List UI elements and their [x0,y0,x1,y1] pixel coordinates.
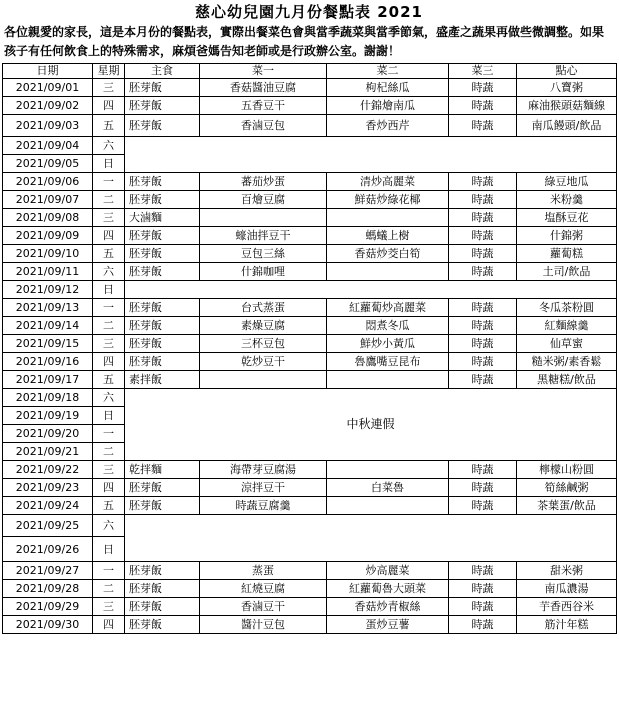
weekday-cell: 一 [93,425,125,443]
snack-cell: 甜米粥 [517,562,617,580]
date-cell: 2021/09/14 [3,317,93,335]
dish2-cell: 螞蟻上樹 [327,227,449,245]
snack-cell: 綠豆地瓜 [517,173,617,191]
main-dish-cell: 胚芽飯 [125,227,200,245]
date-cell: 2021/09/25 [3,515,93,537]
dish1-cell: 蒸蛋 [200,562,327,580]
weekday-cell: 五 [93,497,125,515]
weekday-cell: 六 [93,515,125,537]
dish1-cell: 豆包三絲 [200,245,327,263]
date-cell: 2021/09/19 [3,407,93,425]
main-dish-cell: 胚芽飯 [125,79,200,97]
menu-row [3,580,617,598]
dish2-cell: 香炒西芹 [327,115,449,137]
dish3-cell: 時蔬 [449,263,517,281]
weekday-cell: 一 [93,299,125,317]
menu-row [3,317,617,335]
weekday-cell: 四 [93,616,125,634]
weekday-cell: 三 [93,209,125,227]
dish2-cell: 白菜魯 [327,479,449,497]
main-dish-cell: 胚芽飯 [125,245,200,263]
col-main-header: 主食 [125,64,200,79]
snack-cell: 仙草蜜 [517,335,617,353]
date-cell: 2021/09/07 [3,191,93,209]
date-cell: 2021/09/03 [3,115,93,137]
snack-cell: 檸檬山粉圓 [517,461,617,479]
date-cell: 2021/09/20 [3,425,93,443]
dish2-cell: 清炒高麗菜 [327,173,449,191]
main-dish-cell: 大滷麵 [125,209,200,227]
main-dish-cell: 胚芽飯 [125,299,200,317]
menu-row [3,335,617,353]
parent-notice: 各位親愛的家長，這是本月份的餐點表，實際出餐菜色會與當季蔬菜與當季節氣，盛產之蔬果再做些微調整。如果孩子有任何飲食上的特殊需求，麻煩爸媽告知老師或是行政辦公室。謝謝！ [4,25,605,58]
holiday-cell: 中秋連假 [125,389,617,461]
dish1-cell: 海帶芽豆腐湯 [200,461,327,479]
dish3-cell: 時蔬 [449,598,517,616]
dish2-cell [327,461,449,479]
dish2-cell: 鮮炒小黃瓜 [327,335,449,353]
dish1-cell [200,371,327,389]
page-title: 慈心幼兒園九月份餐點表 2021 [195,3,423,21]
dish1-cell: 乾炒豆干 [200,353,327,371]
menu-row [3,461,617,479]
date-cell: 2021/09/06 [3,173,93,191]
date-cell: 2021/09/26 [3,537,93,562]
date-cell: 2021/09/11 [3,263,93,281]
weekday-cell: 四 [93,227,125,245]
dish3-cell: 時蔬 [449,79,517,97]
menu-row [3,281,617,299]
main-dish-cell: 胚芽飯 [125,115,200,137]
snack-cell: 米粉羹 [517,191,617,209]
menu-row [3,299,617,317]
main-dish-cell: 胚芽飯 [125,562,200,580]
dish2-cell: 蛋炒豆薯 [327,616,449,634]
dish1-cell: 百燴豆腐 [200,191,327,209]
weekday-cell: 日 [93,281,125,299]
dish1-cell: 素燥豆腐 [200,317,327,335]
weekday-cell: 日 [93,155,125,173]
menu-row [3,191,617,209]
date-cell: 2021/09/28 [3,580,93,598]
main-dish-cell: 胚芽飯 [125,97,200,115]
date-cell: 2021/09/23 [3,479,93,497]
col-dish3-header: 菜三 [449,64,517,79]
menu-row [3,353,617,371]
dish1-cell: 紅燒豆腐 [200,580,327,598]
main-dish-cell: 胚芽飯 [125,580,200,598]
menu-row [3,245,617,263]
date-cell: 2021/09/09 [3,227,93,245]
snack-cell: 冬瓜茶粉圓 [517,299,617,317]
menu-row [3,137,617,155]
main-dish-cell: 胚芽飯 [125,263,200,281]
menu-row [3,598,617,616]
date-cell: 2021/09/02 [3,97,93,115]
dish2-cell: 香菇炒青椒絲 [327,598,449,616]
date-cell: 2021/09/17 [3,371,93,389]
weekday-cell: 三 [93,461,125,479]
dish2-cell: 什錦燴南瓜 [327,97,449,115]
weekday-cell: 一 [93,173,125,191]
dish2-cell: 魯鷹嘴豆昆布 [327,353,449,371]
dish1-cell: 涼拌豆干 [200,479,327,497]
dish1-cell: 什錦咖哩 [200,263,327,281]
dish2-cell [327,371,449,389]
col-snack-header: 點心 [517,64,617,79]
weekday-cell: 五 [93,115,125,137]
dish3-cell: 時蔬 [449,616,517,634]
dish3-cell: 時蔬 [449,461,517,479]
weekday-cell: 六 [93,389,125,407]
weekday-cell: 一 [93,562,125,580]
weekday-cell: 四 [93,97,125,115]
dish2-cell: 鮮菇炒綠花椰 [327,191,449,209]
main-dish-cell: 胚芽飯 [125,353,200,371]
dish3-cell: 時蔬 [449,580,517,598]
snack-cell: 塩酥豆花 [517,209,617,227]
dish3-cell: 時蔬 [449,497,517,515]
date-cell: 2021/09/29 [3,598,93,616]
weekday-cell: 三 [93,598,125,616]
dish2-cell: 枸杞絲瓜 [327,79,449,97]
snack-cell: 茶葉蛋/飲品 [517,497,617,515]
no-meal-cell [125,137,617,173]
dish3-cell: 時蔬 [449,317,517,335]
snack-cell: 麻油猴頭菇麵線 [517,97,617,115]
weekday-cell: 二 [93,191,125,209]
main-dish-cell: 胚芽飯 [125,335,200,353]
weekday-cell: 四 [93,353,125,371]
weekday-cell: 六 [93,263,125,281]
dish1-cell: 台式蒸蛋 [200,299,327,317]
dish3-cell: 時蔬 [449,209,517,227]
snack-cell: 八寶粥 [517,79,617,97]
snack-cell: 糙米粥/素香鬆 [517,353,617,371]
col-weekday-header: 星期 [93,64,125,79]
snack-cell: 什錦粥 [517,227,617,245]
menu-row [3,209,617,227]
menu-row [3,97,617,115]
menu-row [3,616,617,634]
snack-cell: 土司/飲品 [517,263,617,281]
weekday-cell: 五 [93,371,125,389]
dish3-cell: 時蔬 [449,479,517,497]
dish1-cell: 香滷豆包 [200,115,327,137]
main-dish-cell: 胚芽飯 [125,497,200,515]
date-cell: 2021/09/21 [3,443,93,461]
menu-page [2,2,616,634]
date-cell: 2021/09/16 [3,353,93,371]
dish3-cell: 時蔬 [449,173,517,191]
dish2-cell: 紅蘿蔔魯大頭菜 [327,580,449,598]
snack-cell: 紅麵線羹 [517,317,617,335]
col-date-header: 日期 [3,64,93,79]
dish1-cell: 醬汁豆包 [200,616,327,634]
menu-row [3,562,617,580]
main-dish-cell: 胚芽飯 [125,479,200,497]
snack-cell: 筋汁年糕 [517,616,617,634]
no-meal-cell [125,281,617,299]
menu-row [3,79,617,97]
date-cell: 2021/09/12 [3,281,93,299]
weekday-cell: 二 [93,443,125,461]
date-cell: 2021/09/08 [3,209,93,227]
col-dish2-header: 菜二 [327,64,449,79]
dish3-cell: 時蔬 [449,97,517,115]
no-meal-cell [125,515,617,562]
main-dish-cell: 胚芽飯 [125,317,200,335]
date-cell: 2021/09/15 [3,335,93,353]
date-cell: 2021/09/30 [3,616,93,634]
weekday-cell: 二 [93,580,125,598]
date-cell: 2021/09/01 [3,79,93,97]
weekday-cell: 三 [93,335,125,353]
weekday-cell: 三 [93,79,125,97]
dish1-cell: 三杯豆包 [200,335,327,353]
menu-row [3,389,617,407]
menu-row [3,227,617,245]
date-cell: 2021/09/13 [3,299,93,317]
snack-cell: 南瓜饅頭/飲品 [517,115,617,137]
dish3-cell: 時蔬 [449,562,517,580]
weekday-cell: 二 [93,317,125,335]
menu-row [3,497,617,515]
main-dish-cell: 胚芽飯 [125,598,200,616]
dish3-cell: 時蔬 [449,299,517,317]
snack-cell: 黑糖糕/飲品 [517,371,617,389]
main-dish-cell: 胚芽飯 [125,616,200,634]
dish1-cell: 香菇醬油豆腐 [200,79,327,97]
dish3-cell: 時蔬 [449,245,517,263]
main-dish-cell: 胚芽飯 [125,173,200,191]
weekday-cell: 四 [93,479,125,497]
menu-table [2,63,617,634]
snack-cell: 筍絲鹹粥 [517,479,617,497]
menu-row [3,479,617,497]
menu-row [3,371,617,389]
weekday-cell: 五 [93,245,125,263]
date-cell: 2021/09/24 [3,497,93,515]
main-dish-cell: 乾拌麵 [125,461,200,479]
date-cell: 2021/09/05 [3,155,93,173]
dish3-cell: 時蔬 [449,371,517,389]
snack-cell: 南瓜濃湯 [517,580,617,598]
menu-body [3,79,617,634]
snack-cell: 芋香西谷米 [517,598,617,616]
weekday-cell: 日 [93,407,125,425]
menu-row [3,515,617,537]
dish2-cell [327,263,449,281]
dish2-cell: 香菇炒茭白筍 [327,245,449,263]
snack-cell: 蘿蔔糕 [517,245,617,263]
weekday-cell: 六 [93,137,125,155]
dish1-cell: 蠔油拌豆干 [200,227,327,245]
date-cell: 2021/09/27 [3,562,93,580]
dish3-cell: 時蔬 [449,191,517,209]
main-dish-cell: 胚芽飯 [125,191,200,209]
dish1-cell: 時蔬豆腐羹 [200,497,327,515]
date-cell: 2021/09/22 [3,461,93,479]
dish2-cell: 炒高麗菜 [327,562,449,580]
dish3-cell: 時蔬 [449,335,517,353]
menu-row [3,115,617,137]
dish3-cell: 時蔬 [449,353,517,371]
dish2-cell [327,209,449,227]
dish1-cell: 蕃茄炒蛋 [200,173,327,191]
dish1-cell [200,209,327,227]
date-cell: 2021/09/04 [3,137,93,155]
menu-row [3,173,617,191]
dish2-cell: 悶煮冬瓜 [327,317,449,335]
dish2-cell: 紅蘿蔔炒高麗菜 [327,299,449,317]
date-cell: 2021/09/18 [3,389,93,407]
weekday-cell: 日 [93,537,125,562]
main-dish-cell: 素拌飯 [125,371,200,389]
dish1-cell: 五香豆干 [200,97,327,115]
dish3-cell: 時蔬 [449,227,517,245]
dish1-cell: 香滷豆干 [200,598,327,616]
col-dish1-header: 菜一 [200,64,327,79]
dish2-cell [327,497,449,515]
menu-row [3,263,617,281]
header-row [3,64,617,79]
date-cell: 2021/09/10 [3,245,93,263]
dish3-cell: 時蔬 [449,115,517,137]
